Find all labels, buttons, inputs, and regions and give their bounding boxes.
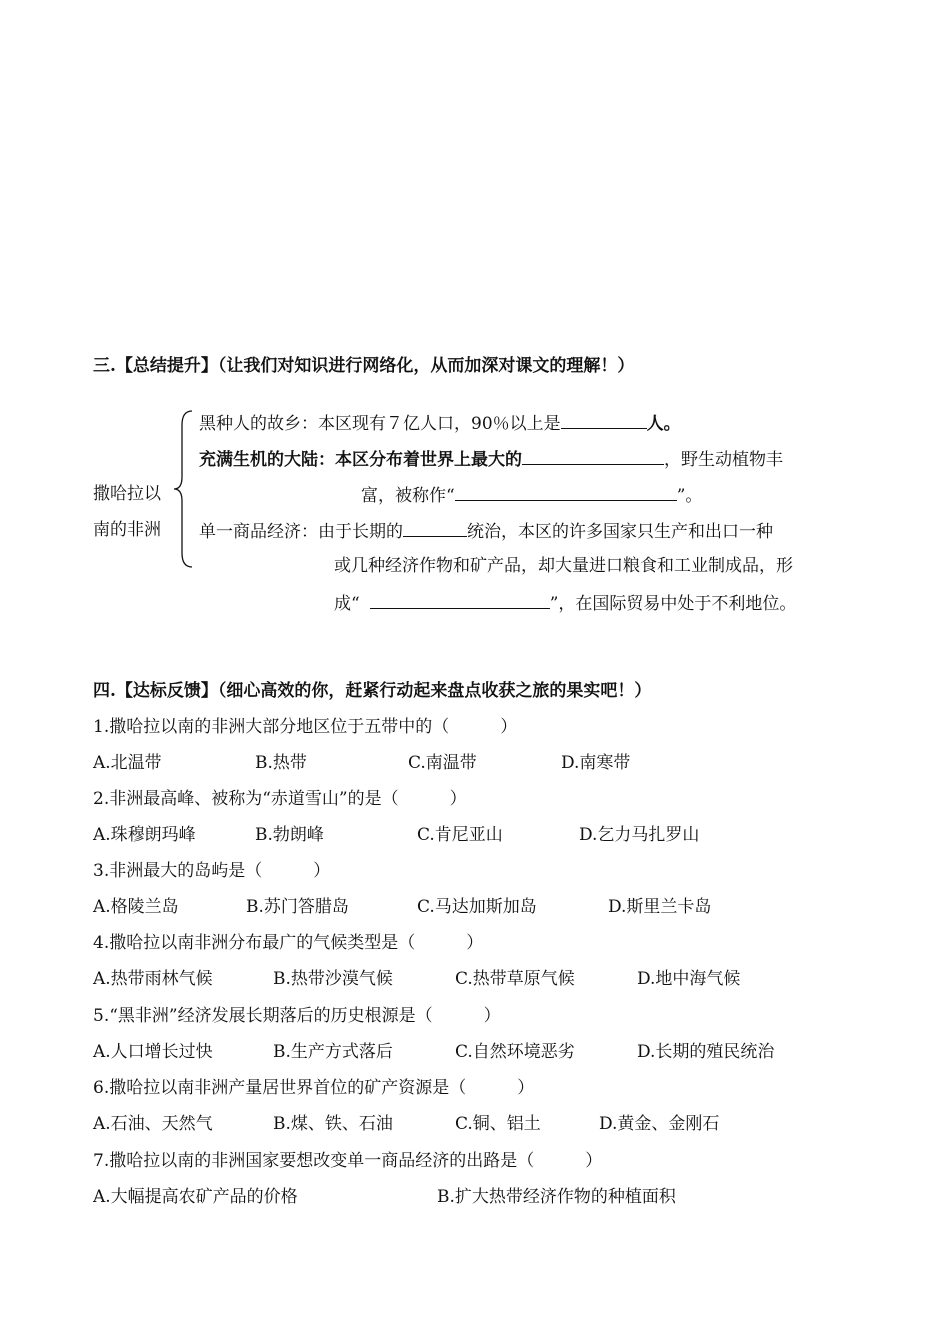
q6-option-a[interactable]: A.石油、天然气 — [93, 1114, 213, 1134]
q5-option-a[interactable]: A.人口增长过快 — [93, 1042, 213, 1062]
q2-option-d[interactable]: D.乞力马扎罗山 — [579, 825, 700, 845]
branch1-text: 黑种人的故乡：本区现有７亿人口，90％以上是 — [199, 414, 561, 434]
section4-heading: 四.【达标反馈】（细心高效的你，赶紧行动起来盘点收获之旅的果实吧！） — [93, 681, 652, 701]
branch3-line3-suffix: ”，在国际贸易中处于不利地位。 — [549, 594, 797, 614]
q3-option-b[interactable]: B.苏门答腊岛 — [246, 897, 349, 917]
branch-single-economy-line2: 或几种经济作物和矿产品，却大量进口粮食和工业制成品，形 — [334, 556, 793, 576]
q5-option-b[interactable]: B.生产方式落后 — [273, 1042, 393, 1062]
q5-option-c[interactable]: C.自然环境恶劣 — [455, 1042, 575, 1062]
q6-option-b[interactable]: B.煤、铁、石油 — [273, 1114, 393, 1134]
branch2-suffix: ，野生动植物丰 — [664, 450, 783, 470]
curly-brace — [172, 409, 194, 569]
q4-option-b[interactable]: B.热带沙漠气候 — [273, 969, 393, 989]
branch-single-economy — [199, 518, 773, 544]
branch-single-economy-line3 — [334, 590, 796, 616]
q1-option-b[interactable]: B.热带 — [255, 753, 307, 773]
branch1-suffix: 人。 — [646, 414, 681, 434]
root-label-line1: 撒哈拉以 — [93, 484, 161, 504]
q4-option-a[interactable]: A.热带雨林气候 — [93, 969, 213, 989]
q3-option-d[interactable]: D.斯里兰卡岛 — [608, 897, 712, 917]
q5-option-d[interactable]: D.长期的殖民统治 — [637, 1042, 775, 1062]
q7-option-b[interactable]: B.扩大热带经济作物的种植面积 — [437, 1187, 676, 1207]
q1-option-a[interactable]: A.北温带 — [93, 753, 162, 773]
blank-nickname[interactable] — [455, 482, 677, 501]
q7-option-a[interactable]: A.大幅提高农矿产品的价格 — [93, 1187, 298, 1207]
q6-option-c[interactable]: C.铜、铝土 — [455, 1114, 541, 1134]
question-7: 7.撒哈拉以南的非洲国家要想改变单一商品经济的出路是（ ） — [93, 1151, 603, 1171]
q3-option-c[interactable]: C.马达加斯加岛 — [417, 897, 537, 917]
branch3-line3-text: 成“ — [334, 594, 360, 614]
branch3-cont: 统治，本区的许多国家只生产和出口一种 — [467, 522, 773, 542]
section3-heading: 三.【总结提升】（让我们对知识进行网络化，从而加深对课文的理解！） — [93, 356, 635, 376]
q2-option-a[interactable]: A.珠穆朗玛峰 — [93, 825, 196, 845]
q6-option-d[interactable]: D.黄金、金刚石 — [599, 1114, 720, 1134]
blank-grassland[interactable] — [522, 446, 664, 465]
branch-black-homeland — [199, 410, 681, 436]
question-6: 6.撒哈拉以南非洲产量居世界首位的矿产资源是（ ） — [93, 1078, 535, 1098]
question-1: 1.撒哈拉以南的非洲大部分地区位于五带中的（ ） — [93, 717, 518, 737]
branch2-line2-text: 富，被称作“ — [361, 486, 455, 506]
branch3-text: 单一商品经济：由于长期的 — [199, 522, 403, 542]
q4-option-d[interactable]: D.地中海气候 — [637, 969, 741, 989]
branch-vital-continent-cont — [361, 482, 702, 508]
question-2: 2.非洲最高峰、被称为“赤道雪山”的是（ ） — [93, 789, 467, 809]
q1-option-d[interactable]: D.南寒带 — [561, 753, 631, 773]
q1-option-c[interactable]: C.南温带 — [408, 753, 477, 773]
q2-option-c[interactable]: C.肯尼亚山 — [417, 825, 503, 845]
question-3: 3.非洲最大的岛屿是（ ） — [93, 861, 331, 881]
branch-vital-continent — [199, 446, 783, 472]
blank-colonial[interactable] — [403, 518, 467, 537]
root-label-line2: 南的非洲 — [93, 520, 161, 540]
branch2-text: 充满生机的大陆：本区分布着世界上最大的 — [199, 450, 522, 470]
blank-economy-type[interactable] — [370, 590, 550, 609]
q2-option-b[interactable]: B.勃朗峰 — [255, 825, 324, 845]
blank-race[interactable] — [561, 410, 647, 429]
question-5: 5.“黑非洲”经济发展长期落后的历史根源是（ ） — [93, 1006, 501, 1026]
q3-option-a[interactable]: A.格陵兰岛 — [93, 897, 179, 917]
branch2-line2-suffix: ”。 — [676, 486, 703, 506]
q4-option-c[interactable]: C.热带草原气候 — [455, 969, 575, 989]
question-4: 4.撒哈拉以南非洲分布最广的气候类型是（ ） — [93, 933, 484, 953]
